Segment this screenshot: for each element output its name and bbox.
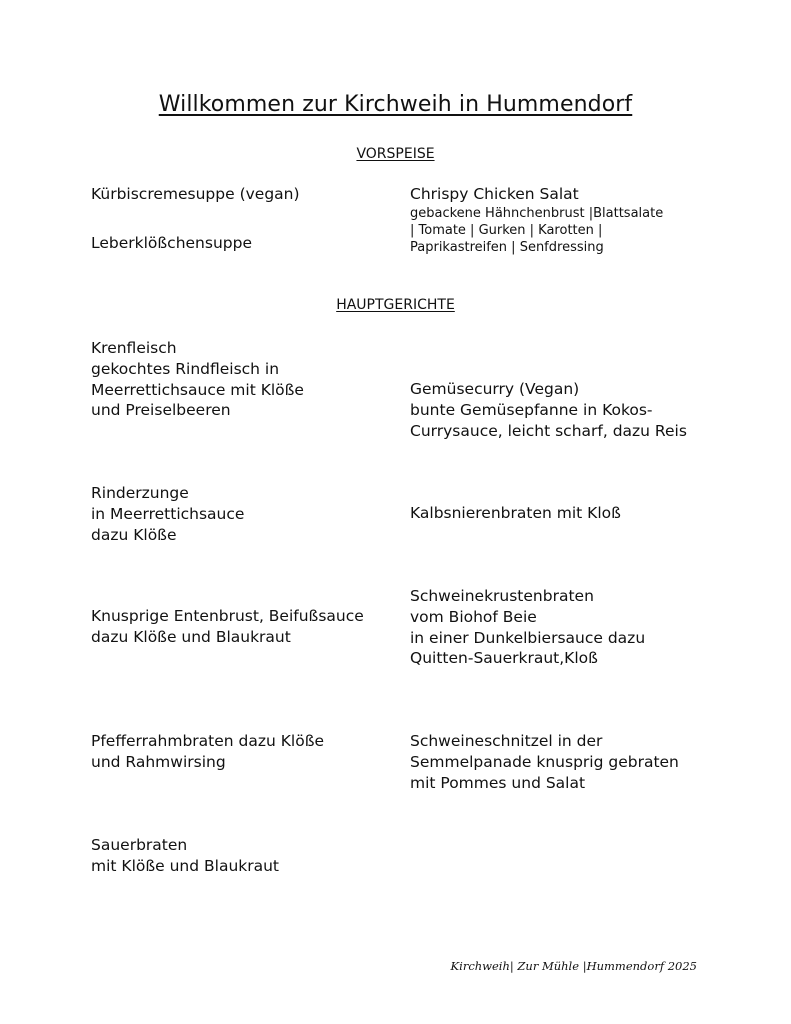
dish-description-line: | Tomate | Gurken | Karotten |	[410, 222, 603, 238]
dish-entenbrust	[91, 606, 364, 648]
dish-line: Rinderzunge	[91, 484, 189, 502]
dish-line: Currysauce, leicht scharf, dazu Reis	[410, 421, 687, 440]
dish-line: Schweineschnitzel in der	[410, 732, 603, 750]
section-heading-hauptgerichte: HAUPTGERICHTE	[336, 297, 455, 313]
dish-line: dazu Klöße und Blaukraut	[91, 627, 291, 646]
dish-line: mit Pommes und Salat	[410, 773, 586, 792]
dish-schweinekrustenbraten	[410, 586, 645, 669]
dish-chrispy-chicken-salat	[410, 184, 663, 256]
dish-line: bunte Gemüsepfanne in Kokos-	[410, 400, 653, 419]
dish-line: und Rahmwirsing	[91, 752, 226, 771]
dish-sauerbraten	[91, 835, 279, 877]
dish-schweineschnitzel	[410, 731, 679, 793]
dish-line: Quitten-Sauerkraut,Kloß	[410, 649, 598, 668]
dish-pfefferrahmbraten	[91, 731, 324, 773]
dish-kalbsnierenbraten: Kalbsnierenbraten mit Kloß	[410, 504, 621, 522]
dish-line: Pfefferrahmbraten dazu Klöße	[91, 732, 324, 750]
dish-line: Meerrettichsauce mit Klöße	[91, 380, 304, 399]
dish-line: in einer Dunkelbiersauce dazu	[410, 628, 646, 647]
dish-line: und Preiselbeeren	[91, 401, 231, 420]
dish-line: dazu Klöße	[91, 525, 177, 544]
dish-line: Semmelpanade knusprig gebraten	[410, 752, 679, 771]
section-heading-vorspeise: VORSPEISE	[356, 146, 435, 162]
dish-line: mit Klöße und Blaukraut	[91, 856, 280, 875]
dish-line: Knusprige Entenbrust, Beifußsauce	[91, 607, 364, 625]
dish-krenfleisch	[91, 338, 304, 421]
dish-line: gekochtes Rindfleisch in	[91, 359, 280, 378]
dish-leberkloesschensuppe: Leberklößchensuppe	[91, 234, 252, 252]
menu-title: Willkommen zur Kirchweih in Hummendorf	[158, 92, 633, 117]
dish-rinderzunge	[91, 483, 244, 545]
dish-description-line: Paprikastreifen | Senfdressing	[410, 239, 604, 255]
dish-name: Chrispy Chicken Salat	[410, 185, 579, 203]
dish-line: Gemüsecurry (Vegan)	[410, 380, 580, 398]
dish-line: vom Biohof Beie	[410, 607, 537, 626]
dish-line: Krenfleisch	[91, 339, 177, 357]
dish-line: in Meerrettichsauce	[91, 504, 245, 523]
dish-description-line: gebackene Hähnchenbrust |Blattsalate	[410, 205, 664, 221]
dish-line: Sauerbraten	[91, 836, 188, 854]
dish-kuerbiscremesuppe: Kürbiscremesuppe (vegan)	[91, 185, 300, 203]
dish-gemuesecurry	[410, 379, 687, 441]
footer-text: Kirchweih| Zur Mühle |Hummendorf 2025	[450, 959, 697, 973]
footer-signature	[0, 959, 791, 973]
dish-line: Schweinekrustenbraten	[410, 587, 594, 605]
